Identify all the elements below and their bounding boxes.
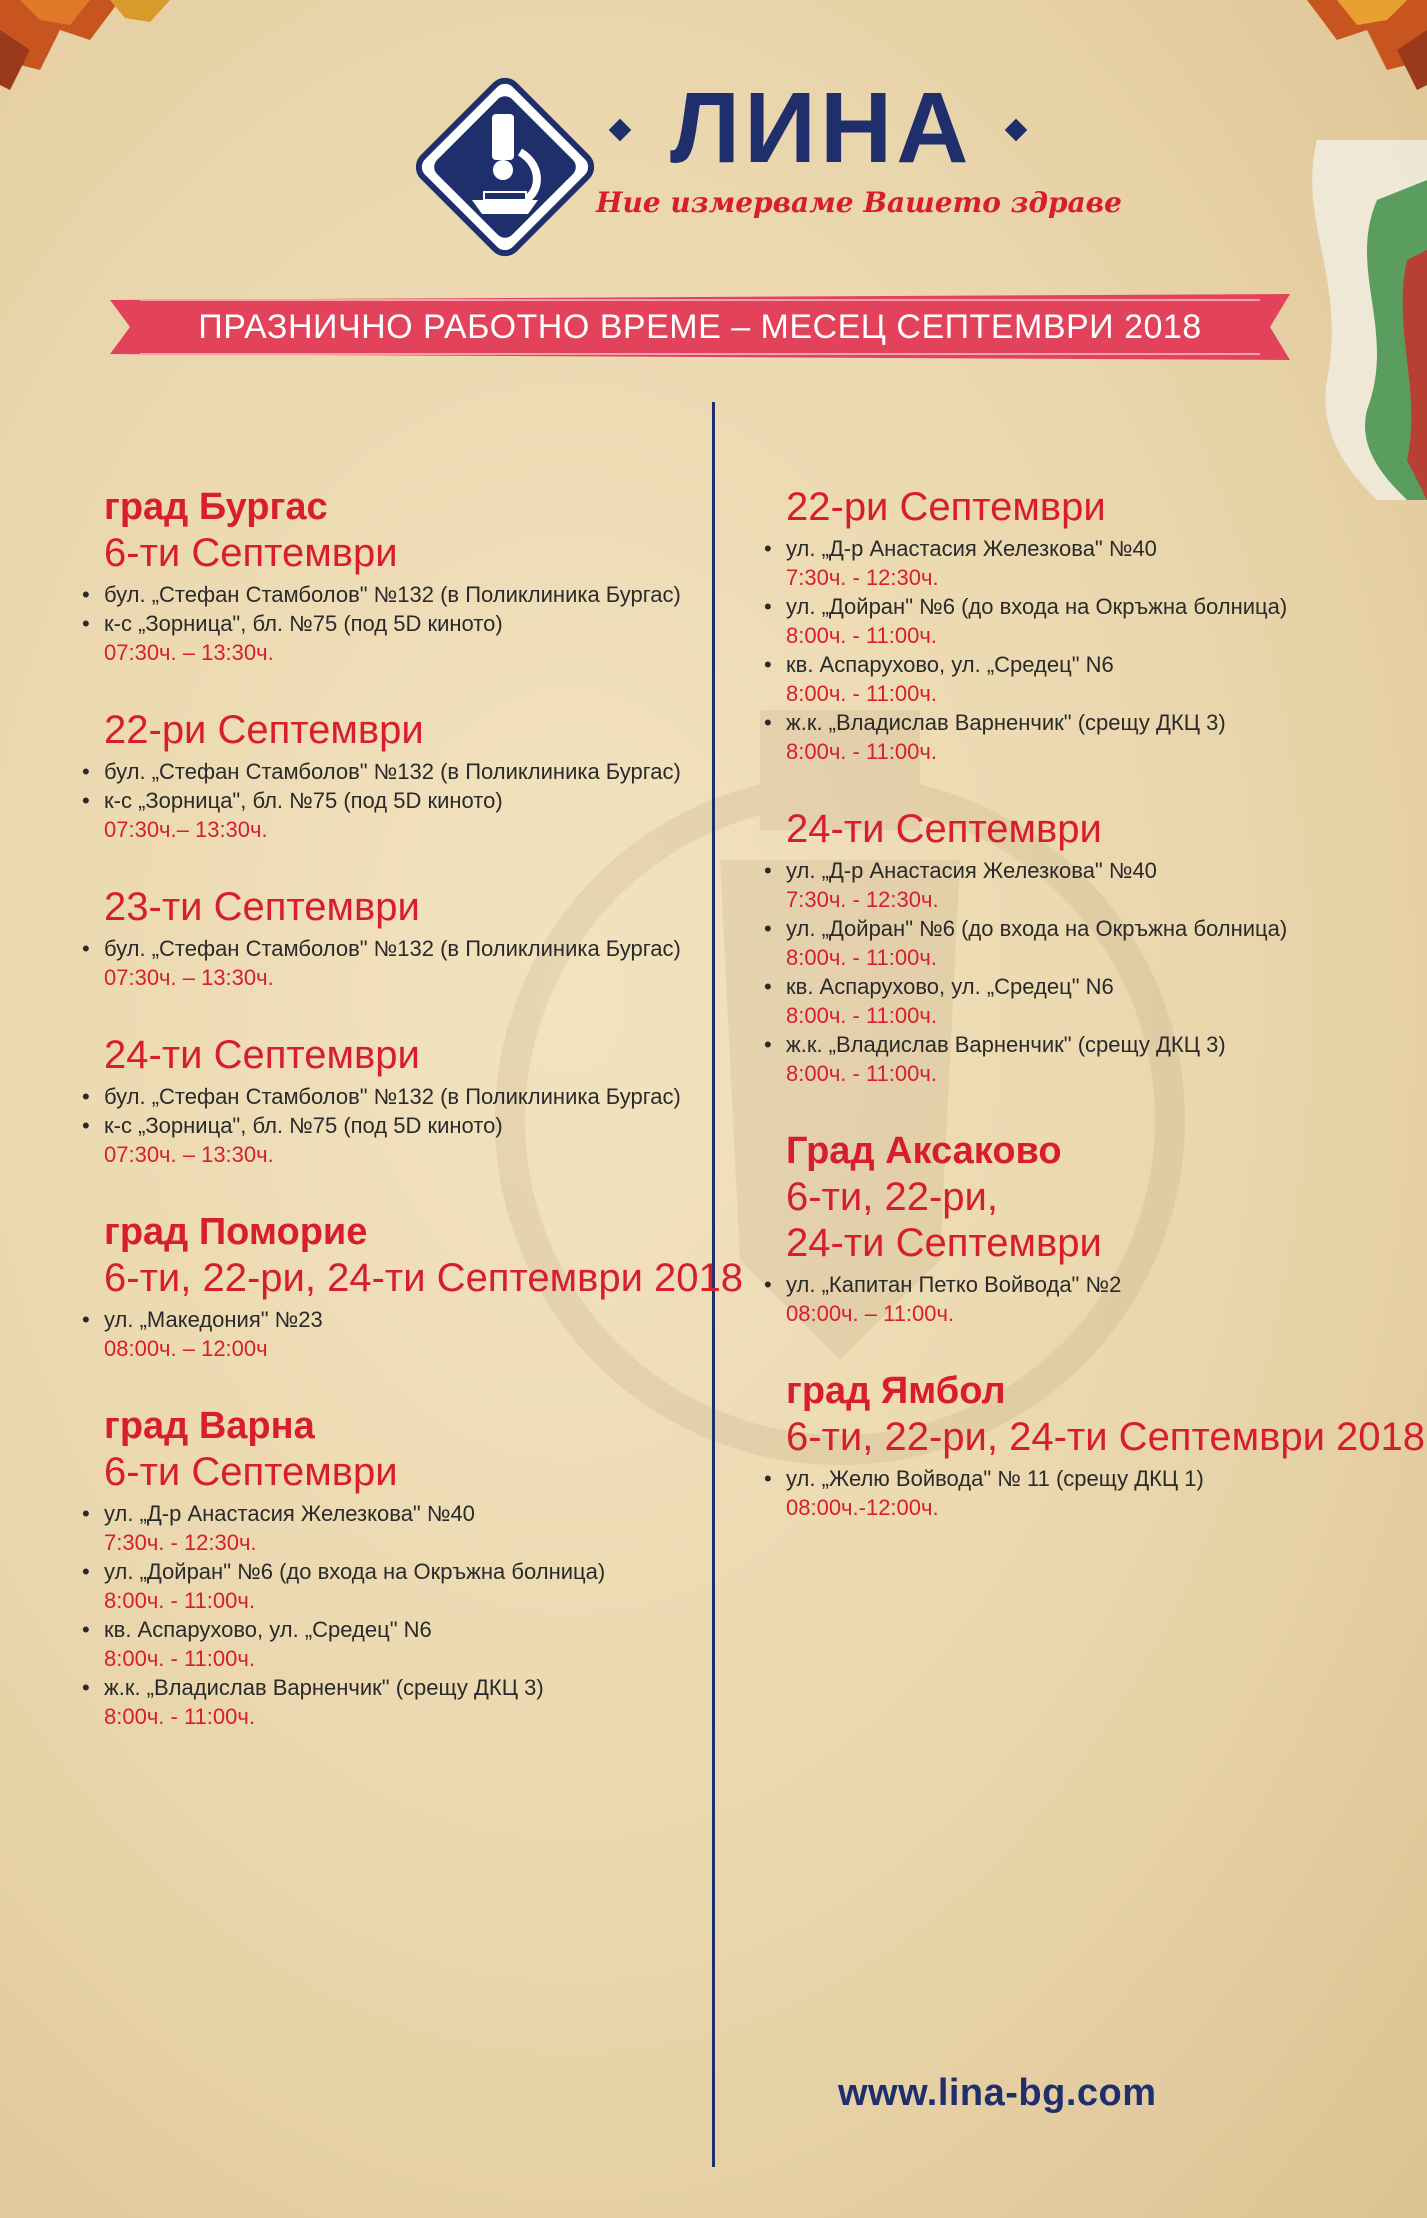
city-heading: град Ямбол — [786, 1370, 1006, 1412]
title-banner — [110, 294, 1290, 360]
list-item: • ул. „Дойран" №6 (до входа на Окръжна болница) 8:00ч. - 11:00ч. — [764, 916, 1288, 970]
hours-text: 08:00ч. – 12:00ч — [104, 1336, 268, 1361]
list-item: • ж.к. „Владислав Варненчик" (срещу ДКЦ 3) 8:00ч. - 11:00ч. — [764, 1032, 1226, 1086]
date-heading: 24-ти Септември — [786, 807, 1102, 851]
varna-section — [82, 1403, 744, 1731]
date-heading: 6-ти, 22-ри, 24-ти Септември 2018 — [786, 1415, 1426, 1459]
right-column — [764, 484, 1426, 1562]
hours-text: 7:30ч. - 12:30ч. — [786, 887, 939, 912]
date-heading: 6-ти, 22-ри, — [786, 1175, 998, 1219]
list-item: • ул. „Д-р Анастасия Железкова" №40 7:30ч. - 12:30ч. — [82, 1501, 475, 1555]
hours-text: 7:30ч. - 12:30ч. — [786, 565, 939, 590]
hours-text: 8:00ч. - 11:00ч. — [786, 1061, 937, 1086]
list-item: • кв. Аспарухово, ул. „Средец" N6 8:00ч. - 11:00ч. — [82, 1617, 432, 1671]
burgas-23-section — [82, 884, 744, 992]
autumn-leaves-decoration — [0, 0, 240, 120]
list-item: • бул. „Стефан Стамболов" №132 (в Поликлиника Бургас) — [82, 582, 681, 607]
hours-text: 8:00ч. - 11:00ч. — [104, 1646, 255, 1671]
hours-text: 7:30ч. - 12:30ч. — [104, 1530, 257, 1555]
list-item: • ул. „Д-р Анастасия Железкова" №40 7:30ч. - 12:30ч. — [764, 858, 1157, 912]
hours-text: 07:30ч.– 13:30ч. — [104, 817, 268, 842]
varna-24-section — [764, 806, 1426, 1088]
list-item: • кв. Аспарухово, ул. „Средец" N6 8:00ч. - 11:00ч. — [764, 974, 1114, 1028]
date-heading: 6-ти Септември — [104, 1450, 398, 1494]
hours-text: 8:00ч. - 11:00ч. — [786, 623, 937, 648]
city-heading: град Поморие — [104, 1211, 368, 1253]
microscope-logo-icon — [410, 72, 600, 262]
burgas-24-section — [82, 1032, 744, 1169]
list-item: • к-с „Зорница", бл. №75 (под 5D киното) — [82, 611, 503, 636]
hours-text: 8:00ч. - 11:00ч. — [786, 1003, 937, 1028]
list-item: • ул. „Капитан Петко Войвода" №2 — [764, 1272, 1122, 1297]
brand-name: ЛИНА — [670, 72, 973, 184]
list-item: • ул. „Дойран" №6 (до входа на Окръжна болница) 8:00ч. - 11:00ч. — [82, 1559, 606, 1613]
hours-text: 08:00ч. – 11:00ч. — [786, 1301, 955, 1326]
date-heading: 24-ти Септември — [104, 1033, 420, 1077]
autumn-leaves-decoration — [1187, 0, 1427, 120]
list-item: • ул. „Желю Войвода" № 11 (срещу ДКЦ 1) — [764, 1466, 1204, 1491]
varna-22-section — [764, 484, 1426, 766]
website-link[interactable]: www.lina-bg.com — [838, 2072, 1157, 2114]
diamond-icon — [1005, 119, 1028, 142]
date-heading: 22-ри Септември — [104, 708, 424, 752]
left-column — [82, 484, 744, 1771]
date-heading: 6-ти Септември — [104, 531, 398, 575]
list-item: • ул. „Д-р Анастасия Железкова" №40 7:30ч. - 12:30ч. — [764, 536, 1157, 590]
city-heading: град Бургас — [104, 486, 328, 528]
yambol-section — [764, 1368, 1426, 1522]
list-item: • бул. „Стефан Стамболов" №132 (в Поликлиника Бургас) — [82, 759, 681, 784]
hours-text: 8:00ч. - 11:00ч. — [104, 1704, 255, 1729]
hours-text: 07:30ч. – 13:30ч. — [104, 640, 274, 665]
date-heading: 22-ри Септември — [786, 485, 1106, 529]
list-item: • бул. „Стефан Стамболов" №132 (в Поликлиника Бургас) — [82, 1084, 681, 1109]
hours-text: 08:00ч.-12:00ч. — [786, 1495, 939, 1520]
list-item: • ж.к. „Владислав Варненчик" (срещу ДКЦ 3) 8:00ч. - 11:00ч. — [764, 710, 1226, 764]
brand-slogan: Ние измерваме Вашето здраве — [596, 186, 1122, 219]
list-item: • ул. „Македония" №23 — [82, 1307, 323, 1332]
list-item: • ул. „Дойран" №6 (до входа на Окръжна болница) 8:00ч. - 11:00ч. — [764, 594, 1288, 648]
list-item: • к-с „Зорница", бл. №75 (под 5D киното) — [82, 788, 503, 813]
burgas-22-section — [82, 707, 744, 844]
pomorie-section — [82, 1209, 744, 1363]
hours-text: 8:00ч. - 11:00ч. — [786, 739, 937, 764]
list-item: • кв. Аспарухово, ул. „Средец" N6 8:00ч. - 11:00ч. — [764, 652, 1114, 706]
date-heading: 23-ти Септември — [104, 885, 420, 929]
hours-text: 07:30ч. – 13:30ч. — [104, 1142, 274, 1167]
list-item: • к-с „Зорница", бл. №75 (под 5D киното) — [82, 1113, 503, 1138]
hours-text: 8:00ч. - 11:00ч. — [104, 1588, 255, 1613]
diamond-icon — [609, 119, 632, 142]
list-item: • бул. „Стефан Стамболов" №132 (в Поликлиника Бургас) — [82, 936, 681, 961]
banner-title: ПРАЗНИЧНО РАБОТНО ВРЕМЕ – МЕСЕЦ СЕПТЕМВРИ 2018 — [198, 308, 1202, 346]
date-heading: 24-ти Септември — [786, 1221, 1102, 1265]
hours-text: 8:00ч. - 11:00ч. — [786, 681, 937, 706]
brand-wordmark — [612, 72, 1012, 184]
date-heading: 6-ти, 22-ри, 24-ти Септември 2018 — [104, 1256, 744, 1300]
hours-text: 8:00ч. - 11:00ч. — [786, 945, 937, 970]
list-item: • ж.к. „Владислав Варненчик" (срещу ДКЦ 3) 8:00ч. - 11:00ч. — [82, 1675, 544, 1729]
hours-text: 07:30ч. – 13:30ч. — [104, 965, 274, 990]
city-heading: Град Аксаково — [786, 1130, 1062, 1172]
burgas-section — [82, 484, 744, 667]
city-heading: град Варна — [104, 1405, 315, 1447]
aksakovo-section — [764, 1128, 1426, 1328]
